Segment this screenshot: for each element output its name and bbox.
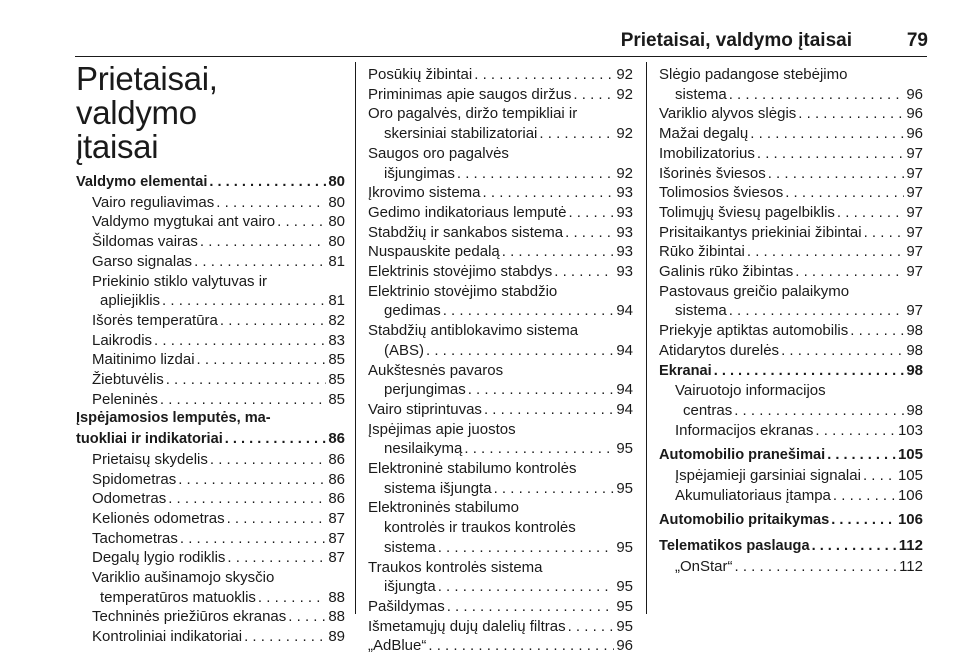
toc-entry[interactable]: Informacijos ekranas . . . 103 xyxy=(659,421,923,441)
toc-entry[interactable]: Vairo reguliavimas . . . 80 xyxy=(76,193,345,213)
toc-entry[interactable]: Priekyje aptiktas automobilis . . . 98 xyxy=(659,321,923,341)
toc-entry[interactable]: skersiniai stabilizatoriai . . . 92 xyxy=(368,124,633,144)
toc-entry[interactable]: sistema . . . 95 xyxy=(368,538,633,558)
toc-entry[interactable]: Šildomas vairas . . . 80 xyxy=(76,232,345,252)
toc-entry[interactable]: Įspėjamieji garsiniai signalai . . . 105 xyxy=(659,466,923,486)
toc-entry-line: Variklio aušinamojo skysčio xyxy=(92,569,275,587)
toc-entry[interactable]: gedimas . . . 94 xyxy=(368,301,633,321)
column-divider-2 xyxy=(646,62,647,614)
toc-entry[interactable]: Atidarytos durelės . . . 98 xyxy=(659,341,923,361)
toc-section[interactable]: Valdymo elementai . . . 80 xyxy=(76,172,345,193)
toc-entry[interactable]: sistema . . . 96 xyxy=(659,85,923,105)
toc-entry[interactable]: Vairo stiprintuvas . . . 94 xyxy=(368,400,633,420)
toc-entry[interactable]: Priminimas apie saugos diržus . . . 92 xyxy=(368,85,633,105)
toc-entry[interactable]: Degalų lygio rodiklis . . . 87 xyxy=(76,548,345,568)
chapter-title-line-2: įtaisai xyxy=(76,128,159,165)
toc-entry[interactable]: sistema išjungta . . . 95 xyxy=(368,479,633,499)
toc-entry[interactable]: Kontroliniai indikatoriai . . . 89 xyxy=(76,627,345,647)
toc-section[interactable]: Ekranai . . . 98 xyxy=(659,361,923,382)
toc-entry[interactable]: Maitinimo lizdai . . . 85 xyxy=(76,350,345,370)
toc-entry[interactable]: „OnStar“ . . . 112 xyxy=(659,557,923,577)
toc-entry[interactable]: Gedimo indikatoriaus lemputė . . . 93 xyxy=(368,203,633,223)
toc-entry[interactable]: Odometras . . . 86 xyxy=(76,489,345,509)
toc-entry[interactable]: Įkrovimo sistema . . . 93 xyxy=(368,183,633,203)
toc-entry-line: Oro pagalvės, diržo tempikliai ir xyxy=(368,105,578,123)
toc-entry[interactable]: Prietaisų skydelis . . . 86 xyxy=(76,450,345,470)
toc-section[interactable]: tuokliai ir indikatoriai . . . 86 xyxy=(76,429,345,450)
header-divider xyxy=(75,56,927,57)
toc-entry[interactable]: Kelionės odometras . . . 87 xyxy=(76,509,345,529)
toc-entry[interactable]: Elektrinis stovėjimo stabdys . . . 93 xyxy=(368,262,633,282)
toc-entry[interactable]: nesilaikymą . . . 95 xyxy=(368,439,633,459)
toc-entry-line: Slėgio padangose stebėjimo xyxy=(659,66,848,83)
chapter-title xyxy=(76,62,341,164)
toc-entry[interactable]: Prisitaikantys priekiniai žibintai . . . 97 xyxy=(659,223,923,243)
toc-entry-line: Stabdžių antiblokavimo sistema xyxy=(368,322,579,340)
toc-entry[interactable]: Spidometras . . . 86 xyxy=(76,470,345,490)
toc-entry[interactable]: Mažai degalų . . . 96 xyxy=(659,124,923,144)
toc-entry[interactable]: Posūkių žibintai . . . 92 xyxy=(368,65,633,85)
toc-entry[interactable]: Valdymo mygtukai ant vairo . . . 80 xyxy=(76,212,345,232)
toc-entry[interactable]: apliejiklis . . . 81 xyxy=(76,291,345,311)
toc-entry[interactable]: temperatūros matuoklis . . . 88 xyxy=(76,588,345,608)
toc-entry[interactable]: Variklio alyvos slėgis . . . 96 xyxy=(659,104,923,124)
toc-entry[interactable]: Tachometras . . . 87 xyxy=(76,529,345,549)
toc-entry[interactable]: Nuspauskite pedalą . . . 93 xyxy=(368,242,633,262)
toc-entry[interactable]: „AdBlue“ . . . 96 xyxy=(368,636,633,656)
header-title: Prietaisai, valdymo įtaisai xyxy=(620,30,852,51)
toc-entry[interactable]: Rūko žibintai . . . 97 xyxy=(659,242,923,262)
toc-section[interactable]: Automobilio pranešimai . . . 105 xyxy=(659,445,923,466)
toc-entry[interactable]: Išorės temperatūra . . . 82 xyxy=(76,311,345,331)
page-header xyxy=(0,0,960,50)
toc-entry-line: kontrolės ir traukos kontrolės xyxy=(384,519,576,537)
toc-entry-line: Pastovaus greičio palaikymo xyxy=(659,282,850,300)
toc-entry[interactable]: (ABS) . . . 94 xyxy=(368,341,633,361)
toc-section[interactable]: Telematikos paslauga . . . 112 xyxy=(659,536,923,557)
toc-entry[interactable]: išjungimas . . . 92 xyxy=(368,164,633,184)
toc-column-1 xyxy=(76,172,345,647)
toc-entry[interactable]: sistema . . . 97 xyxy=(659,301,923,321)
toc-entry[interactable]: Tolimųjų šviesų pagelbiklis . . . 97 xyxy=(659,203,923,223)
toc-entry[interactable]: Tolimosios šviesos . . . 97 xyxy=(659,183,923,203)
toc-column-3 xyxy=(659,65,923,577)
toc-entry[interactable]: Akumuliatoriaus įtampa . . . 106 xyxy=(659,486,923,506)
toc-entry[interactable]: centras . . . 98 xyxy=(659,401,923,421)
chapter-title-line-1: Prietaisai, valdymo xyxy=(76,60,218,131)
toc-entry[interactable]: Pašildymas . . . 95 xyxy=(368,597,633,617)
toc-entry[interactable]: Galinis rūko žibintas . . . 97 xyxy=(659,262,923,282)
page-number: 79 xyxy=(906,30,928,51)
toc-entry[interactable]: Stabdžių ir sankabos sistema . . . 93 xyxy=(368,223,633,243)
toc-entry-line: Vairuotojo informacijos xyxy=(675,382,826,400)
toc-entry-line: Elektroninės stabilumo xyxy=(368,499,519,517)
toc-entry-line: Įspėjimas apie juostos xyxy=(368,420,516,438)
toc-entry-line: Elektrinio stovėjimo stabdžio xyxy=(368,282,558,300)
toc-entry-line: Aukštesnės pavaros xyxy=(368,361,504,379)
toc-entry[interactable]: perjungimas . . . 94 xyxy=(368,380,633,400)
toc-entry[interactable]: Techninės priežiūros ekranas . . . 88 xyxy=(76,607,345,627)
toc-entry[interactable]: Išmetamųjų dujų dalelių filtras . . . 95 xyxy=(368,617,633,637)
toc-entry[interactable]: Peleninės . . . 85 xyxy=(76,390,345,410)
toc-entry-line: Priekinio stiklo valytuvas ir xyxy=(92,272,268,290)
toc-entry[interactable]: Imobilizatorius . . . 97 xyxy=(659,144,923,164)
toc-entry-line: Elektroninė stabilumo kontrolės xyxy=(368,460,577,478)
toc-column-2 xyxy=(368,65,633,656)
column-divider-1 xyxy=(355,62,356,614)
toc-section-line: Įspėjamosios lemputės, ma- xyxy=(76,410,271,427)
toc-entry[interactable]: Laikrodis . . . 83 xyxy=(76,331,345,351)
toc-entry[interactable]: Žiebtuvėlis . . . 85 xyxy=(76,370,345,390)
toc-entry-line: Traukos kontrolės sistema xyxy=(368,558,543,576)
toc-entry[interactable]: Garso signalas . . . 81 xyxy=(76,252,345,272)
toc-entry[interactable]: išjungta . . . 95 xyxy=(368,577,633,597)
toc-section[interactable]: Automobilio pritaikymas . . . 106 xyxy=(659,510,923,531)
toc-entry[interactable]: Išorinės šviesos . . . 97 xyxy=(659,164,923,184)
toc-entry-line: Saugos oro pagalvės xyxy=(368,144,509,162)
